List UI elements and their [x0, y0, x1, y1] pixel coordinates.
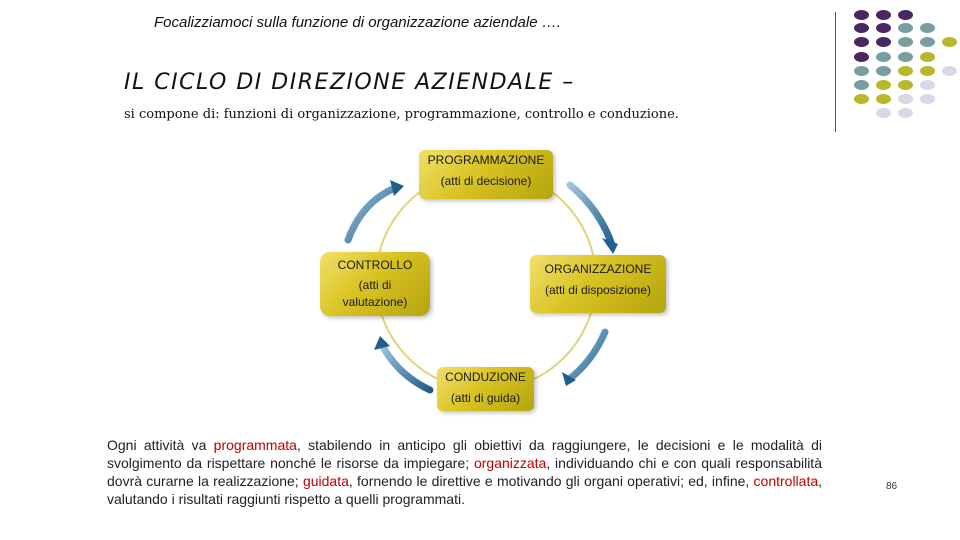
- box-controllo: [320, 252, 430, 316]
- decorative-dot: [920, 66, 935, 76]
- decorative-dot: [920, 80, 935, 90]
- highlight-organizzata: organizzata: [473, 455, 547, 471]
- highlight-guidata: guidata: [302, 473, 349, 489]
- highlight-programmata: programmata: [213, 437, 297, 453]
- box-conduzione: [437, 367, 534, 411]
- box-controllo-title: CONTROLLO: [337, 258, 413, 272]
- decorative-dot: [854, 80, 869, 90]
- slide-subtitle: si compone di: funzioni di organizzazione, programmazione, controllo e conduzione.: [124, 107, 679, 122]
- decorative-dot: [898, 94, 913, 104]
- arrow-programmazione-to-organizzazione: [570, 185, 612, 245]
- decorative-dot: [920, 23, 935, 33]
- decorative-dot: [898, 108, 913, 118]
- body-text-segment: , fornendo le direttive e motivando gli organi operativi; ed, infine,: [348, 473, 754, 489]
- arrow-organizzazione-to-conduzione: [568, 332, 605, 380]
- slide-top-title: Focalizziamoci sulla funzione di organizzazione aziendale ….: [154, 14, 561, 31]
- decorative-dot: [854, 37, 869, 47]
- decorative-dot: [854, 10, 869, 20]
- body-text-segment: , individuando chi e con quali responsabilità dovrà curarne la realizzazione;: [107, 455, 822, 489]
- box-programmazione-detail: (atti di decisione): [440, 174, 532, 188]
- decorative-dot: [898, 37, 913, 47]
- decorative-dot: [898, 10, 913, 20]
- decorative-dot: [876, 80, 891, 90]
- decorative-dot: [876, 10, 891, 20]
- page-number: 86: [886, 481, 898, 492]
- body-text-segment: Ogni attività va: [107, 437, 214, 453]
- arrow-head: [390, 180, 404, 196]
- decorative-dot: [854, 52, 869, 62]
- body-paragraph: [107, 436, 822, 508]
- decorative-dot-grid: [850, 10, 950, 120]
- box-organizzazione: [530, 255, 666, 313]
- box-conduzione-detail: (atti di guida): [450, 391, 521, 405]
- box-organizzazione-title: ORGANIZZAZIONE: [544, 262, 652, 276]
- slide-main-title: IL CICLO DI DIREZIONE AZIENDALE –: [124, 70, 575, 95]
- decorative-dot: [920, 37, 935, 47]
- decorative-dot: [876, 23, 891, 33]
- highlight-controllata: controllata: [753, 473, 819, 489]
- decorative-dot: [876, 108, 891, 118]
- decorative-dot: [920, 94, 935, 104]
- body-text-segment: , valutando i risultati raggiunti rispetto a quelli programmati.: [107, 473, 823, 507]
- decorative-dot: [898, 52, 913, 62]
- decorative-dot: [854, 66, 869, 76]
- decorative-dot: [854, 23, 869, 33]
- box-programmazione-title: PROGRAMMAZIONE: [427, 153, 545, 167]
- decorative-dot: [876, 37, 891, 47]
- decorative-dot: [920, 52, 935, 62]
- decorative-dot: [876, 66, 891, 76]
- decorative-dot: [898, 80, 913, 90]
- vertical-divider: [835, 12, 836, 132]
- decorative-dot: [898, 66, 913, 76]
- decorative-dot: [942, 37, 957, 47]
- box-programmazione: [419, 150, 553, 199]
- arrow-conduzione-to-controllo: [382, 345, 430, 390]
- decorative-dot: [876, 94, 891, 104]
- box-controllo-detail-line1: (atti di: [358, 278, 392, 292]
- decorative-dot: [876, 52, 891, 62]
- decorative-dot: [898, 23, 913, 33]
- decorative-dot: [854, 94, 869, 104]
- box-conduzione-title: CONDUZIONE: [445, 370, 526, 384]
- box-organizzazione-detail: (atti di disposizione): [544, 283, 652, 297]
- body-text-segment: , stabilendo in anticipo gli obiettivi da raggiungere, le decisioni e le modalità di svolgimento da rispettare nonché le risorse da impiegare;: [107, 437, 822, 471]
- box-controllo-detail-line2: valutazione): [342, 295, 408, 309]
- decorative-dot: [942, 66, 957, 76]
